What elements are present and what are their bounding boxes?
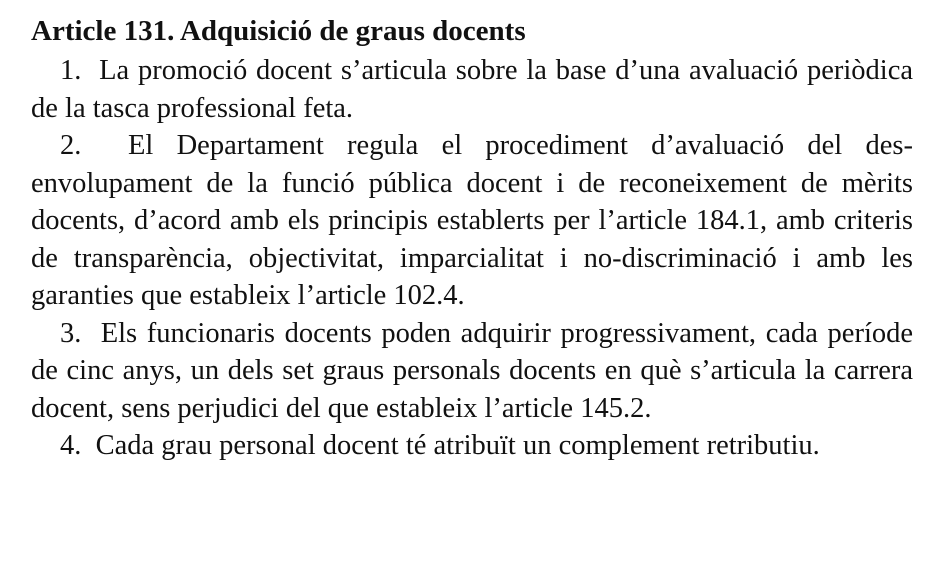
paragraph-text: La promoció docent s’articula sobre la base d’una avaluació periòdica de la tasca professional feta. [31,55,914,124]
paragraph-text: Els funcionaris docents poden adquirir progressivament, cada període de cinc anys, un dels set graus personals docents en què s’articula la carrera docent, sens perjudici del que estableix l’article 145.2. [31,317,914,424]
article [31,12,913,465]
paragraph-number: 1. [60,55,82,86]
article-paragraph-1 [31,52,913,127]
paragraph-text: Cada grau personal docent té atribuït un complement retributiu. [95,430,820,461]
paragraph-number: 2. [60,130,82,161]
paragraph-text: El Departament regula el procediment d’avaluació del desenvolupament de la funció pública docent i de reconeixement de mèrits docents, d’acord amb els principis establerts per l’article 184.1, amb criteris de transparència, objectivitat, imparcialitat i no-discriminació i amb les garanties que estableix l’article 102.4. [31,130,913,311]
article-title: Article 131. Adquisició de graus docents [31,15,526,47]
paragraph-number: 3. [60,317,82,349]
paragraph-number: 4. [60,430,82,461]
article-paragraph-3 [31,315,913,428]
article-paragraph-4 [31,427,913,465]
article-paragraph-2 [31,127,913,315]
